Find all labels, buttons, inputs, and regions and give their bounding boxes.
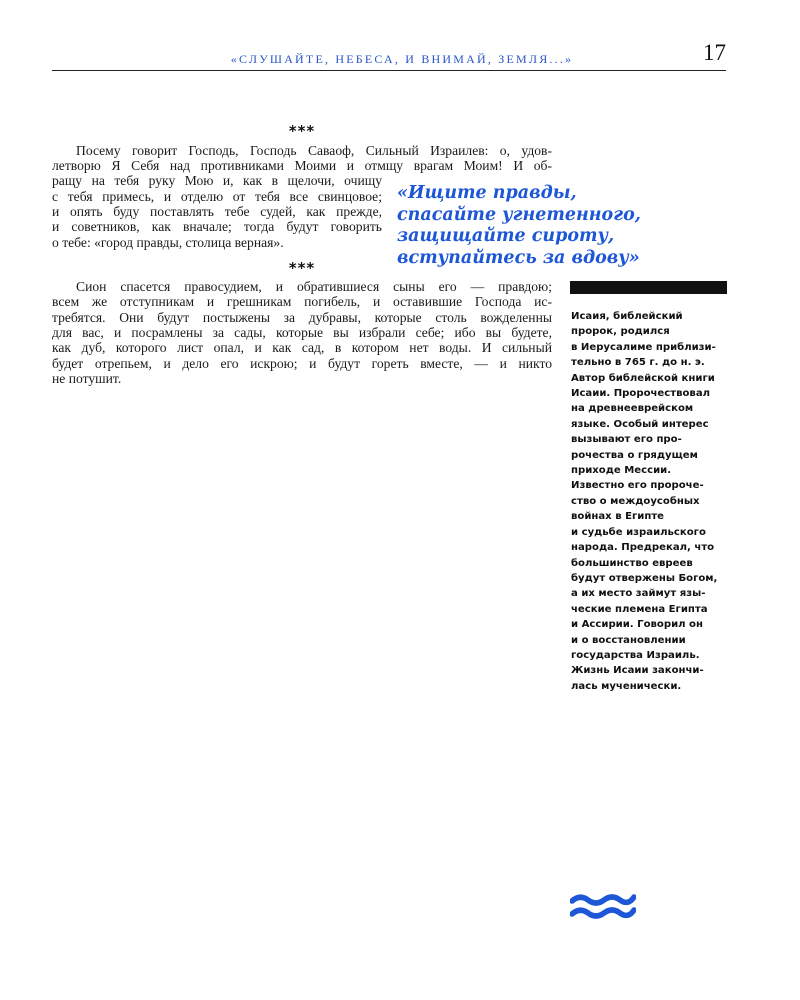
paragraph-line: и советников, как вначале; тогда будут говорить [52,219,382,234]
paragraph-line: Сион спасется правосудием, и обратившиеся сыны его — правдою; [76,279,552,294]
sidebar-line: Известно его пророче- [571,480,704,492]
pull-quote-line: «Ищите правды, [397,183,577,203]
sidebar-line: ческие племена Египта [571,603,708,615]
page-number: 17 [703,40,726,65]
paragraph-line: требятся. Они будут постыжены за дубравы, которые столь вожделенны [52,310,552,325]
sidebar-line: приходе Мессии. [571,465,672,477]
paragraph-line: будет отрепьем, и дело его искрою; и будут гореть вместе, — и никто [52,356,552,371]
sidebar-line: пророк, родился [571,326,670,338]
sidebar-line: государства Израиль. [571,649,700,661]
paragraph-line: ращу на тебя руку Мою и, как в щелочи, очищу [52,173,382,188]
sidebar-biography [571,309,731,694]
pull-quote-line: вступайтесь за вдову» [397,247,640,268]
running-title: «СЛУШАЙТЕ, НЕБЕСА, И ВНИМАЙ, ЗЕМЛЯ...» [230,52,574,66]
sidebar-line: Исаия, библейский [571,311,683,322]
sidebar-line: на древнееврейском [571,403,694,415]
sidebar-line: и судьбе израильского [571,526,706,538]
sidebar-black-bar [570,281,727,294]
sidebar-line: войнах в Египте [571,511,665,523]
sidebar-line: будут отвержены Богом, [571,572,718,584]
sidebar-line: лась мученически. [571,680,682,692]
paragraph-line: с тебя примесь, и отделю от тебя все свинцовое; [52,189,382,204]
sidebar-line: Автор библейской книги [571,372,715,384]
pull-quote [397,183,697,269]
running-header [52,40,726,71]
sidebar-line: тельно в 765 г. до н. э. [571,357,705,369]
sidebar-line: и Ассирии. Говорил он [571,619,703,631]
sidebar-line: и о восстановлении [571,634,686,646]
section-divider-stars: *** [288,122,316,140]
sidebar-line: Исаии. Пророчествовал [571,388,711,400]
sidebar-line: а их место займут язы- [571,588,706,600]
sidebar-line: народа. Предрекал, что [571,542,715,554]
paragraph-line: Посему говорит Господь, Господь Саваоф, Сильный Израилев: о, удов- [76,143,552,158]
sidebar-line: вызывают его про- [571,434,682,446]
sidebar-line: в Иерусалиме приблизи- [571,341,716,353]
paragraph-line: и опять буду поставлять тебе судей, как прежде, [52,204,382,219]
paragraph-line: о тебе: «город правды, столица верная». [52,235,284,250]
sidebar-line: Жизнь Исаии закончи- [571,665,704,677]
waves-icon [570,892,636,926]
section-divider-stars: *** [288,259,316,277]
pull-quote-line: спасайте угнетенного, [397,204,641,225]
paragraph-line: не потушит. [52,371,122,386]
paragraph-line: для вас, и посрамлены за сады, которые вы избрали себе; ибо вы будете, [52,325,552,340]
paragraph-line: летворю Я Себя над противниками Моими и отмщу врагам Моим! И об- [52,158,552,173]
sidebar-line: большинство евреев [571,557,693,569]
pull-quote-line: защищайте сироту, [397,226,615,246]
paragraph-line: как дуб, которого лист опал, и как сад, в котором нет воды. И сильный [52,340,552,355]
paragraph-line: всем же отступникам и грешникам погибель, и оставившие Господа ис- [52,294,552,309]
sidebar-line: ство о междоусобных [571,495,700,507]
sidebar-line: языке. Особый интерес [571,418,709,430]
sidebar-line: рочества о грядущем [571,449,698,461]
